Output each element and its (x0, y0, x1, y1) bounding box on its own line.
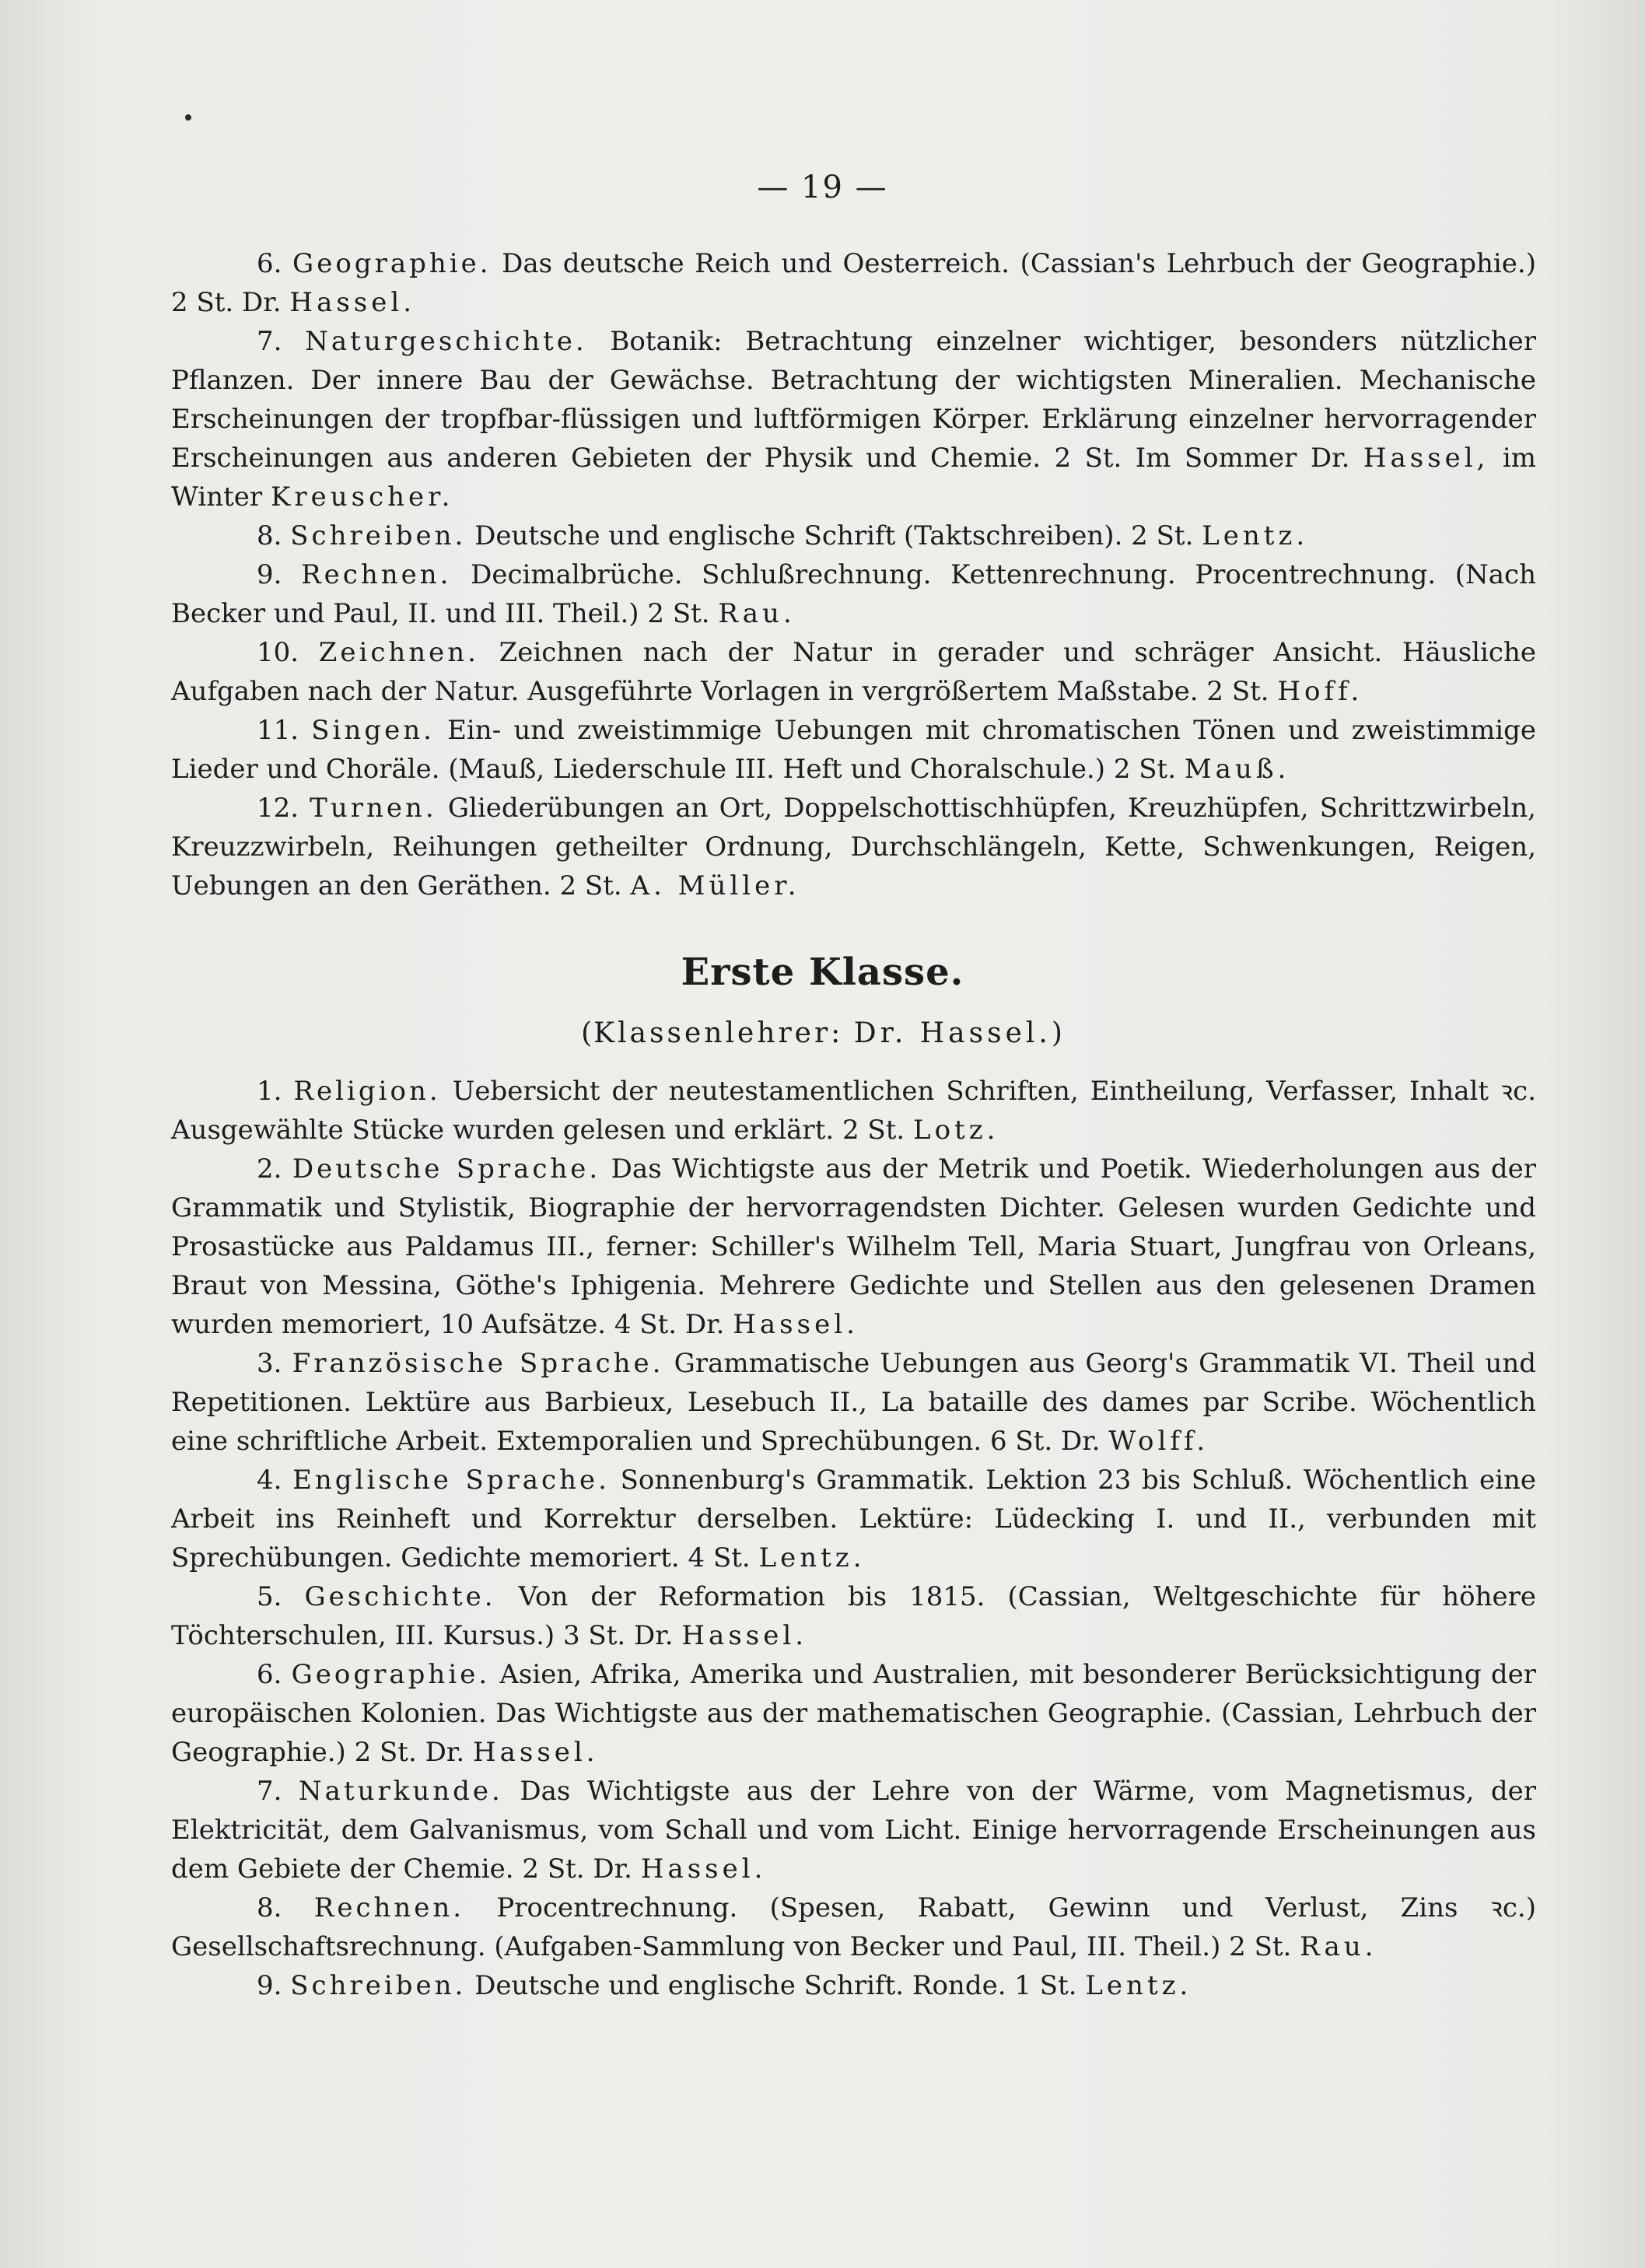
teacher-name: Lotz. (912, 1115, 999, 1146)
subject-title: Religion. (293, 1076, 441, 1107)
subject-title: Rechnen. (301, 559, 452, 590)
class-teacher-label: Klassenlehrer: (593, 1017, 844, 1049)
subject-title: Schreiben. (290, 1970, 467, 2001)
subject-entry: 11. Singen. Ein- und zweistimmige Uebungen mit chromatischen Tönen und zweistimmige Lieder und Choräle. (Mauß, Liederschule III. Heft und Choralschule.) 2 St. Mauß. (171, 715, 1536, 785)
subject-title: Singen. (311, 715, 435, 746)
previous-class-subjects (171, 244, 1536, 905)
subject-entry: 4. Englische Sprache. Sonnenburg's Grammatik. Lektion 23 bis Schluß. Wöchentlich eine Arbeit ins Reinheft und Korrektur derselben. Lektüre: Lüdecking I. und II., verbunden mit Sprechübungen. Gedichte memoriert. 4 St. Lentz. (171, 1465, 1536, 1573)
subject-title: Englische Sprache. (292, 1465, 610, 1496)
teacher-name: Hassel. (472, 1737, 599, 1768)
teacher-name: Hassel, (1363, 443, 1489, 474)
subject-title: Schreiben. (290, 520, 467, 551)
teacher-name: Hassel. (733, 1309, 859, 1340)
teacher-name: A. Müller. (630, 870, 800, 901)
subject-title: Naturkunde. (298, 1776, 503, 1807)
teacher-name: Lentz. (758, 1542, 866, 1573)
teacher-name: Mauß. (1184, 754, 1290, 785)
subject-title: Naturgeschichte. (305, 326, 587, 357)
teacher-name: Lentz. (1202, 520, 1309, 551)
subject-entry: 1. Religion. Uebersicht der neutestamentlichen Schriften, Eintheilung, Verfasser, Inhalt ꝛc. Ausgewählte Stücke wurden gelesen und erklärt. 2 St. Lotz. (171, 1076, 1537, 1146)
subject-entry: 6. Geographie. Das deutsche Reich und Oesterreich. (Cassian's Lehrbuch der Geographie.) 2 St. Dr. Hassel. (171, 248, 1536, 318)
ink-speck (185, 114, 191, 121)
subject-title: Deutsche Sprache. (292, 1153, 601, 1185)
page-number: — 19 — (757, 170, 888, 205)
subject-title: Geographie. (292, 248, 492, 279)
subject-title: Turnen. (310, 793, 437, 824)
class-teacher-name: Dr. Hassel. (853, 1017, 1052, 1049)
subject-entry: 6. Geographie. Asien, Afrika, Amerika und Australien, mit besonderer Berücksichtigung der europäischen Kolonien. Das Wichtigste aus der mathematischen Geographie. (Cassian, Lehrbuch der Geographie.) 2 St. Dr. Hassel. (171, 1659, 1536, 1768)
teacher-name: Hassel. (289, 287, 416, 318)
subject-entry: 7. Naturgeschichte. Botanik: Betrachtung einzelner wichtiger, besonders nützlicher Pflanzen. Der innere Bau der Gewächse. Betrachtung der wichtigsten Mineralien. Mechanische Erscheinungen der tropfbar-flüssigen und luftförmigen Körper. Erklärung einzelner hervorragender Erscheinungen aus anderen Gebieten der Physik und Chemie. 2 St. Im Sommer Dr. Hassel, im Winter Kreuscher. (171, 326, 1537, 513)
subject-entry: 8. Schreiben. Deutsche und englische Schrift (Taktschreiben). 2 St. Lentz. (257, 520, 1309, 551)
subject-entry: 10. Zeichnen. Zeichnen nach der Natur in gerader und schräger Ansicht. Häusliche Aufgaben nach der Natur. Ausgeführte Vorlagen in vergrößertem Maßstabe. 2 St. Hoff. (171, 637, 1536, 707)
subject-title: Geschichte. (304, 1581, 496, 1612)
teacher-name: Rau. (1300, 1931, 1377, 1962)
subject-entry: 12. Turnen. Gliederübungen an Ort, Doppelschottischhüpfen, Kreuzhüpfen, Schrittzwirbeln, Kreuzzwirbeln, Reihungen getheilter Ordnung, Durchschlängeln, Kette, Schwenkungen, Reigen, Uebungen an den Geräthen. 2 St. A. Müller. (171, 793, 1536, 901)
teacher-name: Wolff. (1108, 1426, 1209, 1457)
teacher-name: Kreuscher. (270, 481, 454, 513)
subject-title: Zeichnen. (318, 637, 479, 668)
subject-entry: 5. Geschichte. Von der Reformation bis 1815. (Cassian, Weltgeschichte für höhere Töchterschulen, III. Kursus.) 3 St. Dr. Hassel. (171, 1581, 1536, 1651)
subject-title: Rechnen. (313, 1892, 465, 1923)
class-heading: Erste Klasse. (681, 950, 964, 994)
subject-title: Geographie. (291, 1659, 491, 1690)
subject-entry: 7. Naturkunde. Das Wichtigste aus der Lehre von der Wärme, vom Magnetismus, der Elektricität, dem Galvanismus, vom Schall und vom Licht. Einige hervorragende Erscheinungen aus dem Gebiete der Chemie. 2 St. Dr. Hassel. (171, 1776, 1537, 1885)
subject-entry: 9. Schreiben. Deutsche und englische Schrift. Ronde. 1 St. Lentz. (257, 1970, 1192, 2001)
subject-entry: 9. Rechnen. Decimalbrüche. Schlußrechnung. Kettenrechnung. Procentrechnung. (Nach Becker und Paul, II. und III. Theil.) 2 St. Rau. (171, 559, 1536, 629)
subject-entry: 3. Französische Sprache. Grammatische Uebungen aus Georg's Grammatik VI. Theil und Repetitionen. Lektüre aus Barbieux, Lesebuch II., La bataille des dames par Scribe. Wöchentlich eine schriftliche Arbeit. Extemporalien und Sprechübungen. 6 St. Dr. Wolff. (171, 1348, 1536, 1457)
teacher-name: Rau. (718, 598, 796, 629)
teacher-name: Hassel. (681, 1620, 808, 1651)
teacher-name: Hassel. (640, 1853, 767, 1885)
teacher-name: Hoff. (1277, 676, 1363, 707)
first-class-subjects (171, 1072, 1536, 2005)
subject-entry: 2. Deutsche Sprache. Das Wichtigste aus der Metrik und Poetik. Wiederholungen aus der Grammatik und Stylistik, Biographie der hervorragendsten Dichter. Gelesen wurden Gedichte und Prosastücke aus Paldamus III., ferner: Schiller's Wilhelm Tell, Maria Stuart, Jungfrau von Orleans, Braut von Messina, Göthe's Iphigenia. Mehrere Gedichte und Stellen aus den gelesenen Dramen wurden memoriert, 10 Aufsätze. 4 St. Dr. Hassel. (171, 1153, 1536, 1340)
teacher-name: Lentz. (1085, 1970, 1192, 2001)
class-teacher-line: (Klassenlehrer: Dr. Hassel.) (581, 1017, 1064, 1049)
subject-entry: 8. Rechnen. Procentrechnung. (Spesen, Rabatt, Gewinn und Verlust, Zins ꝛc.) Gesellschaftsrechnung. (Aufgaben-Sammlung von Becker und Paul, III. Theil.) 2 St. Rau. (171, 1892, 1536, 1962)
subject-title: Französische Sprache. (292, 1348, 664, 1379)
